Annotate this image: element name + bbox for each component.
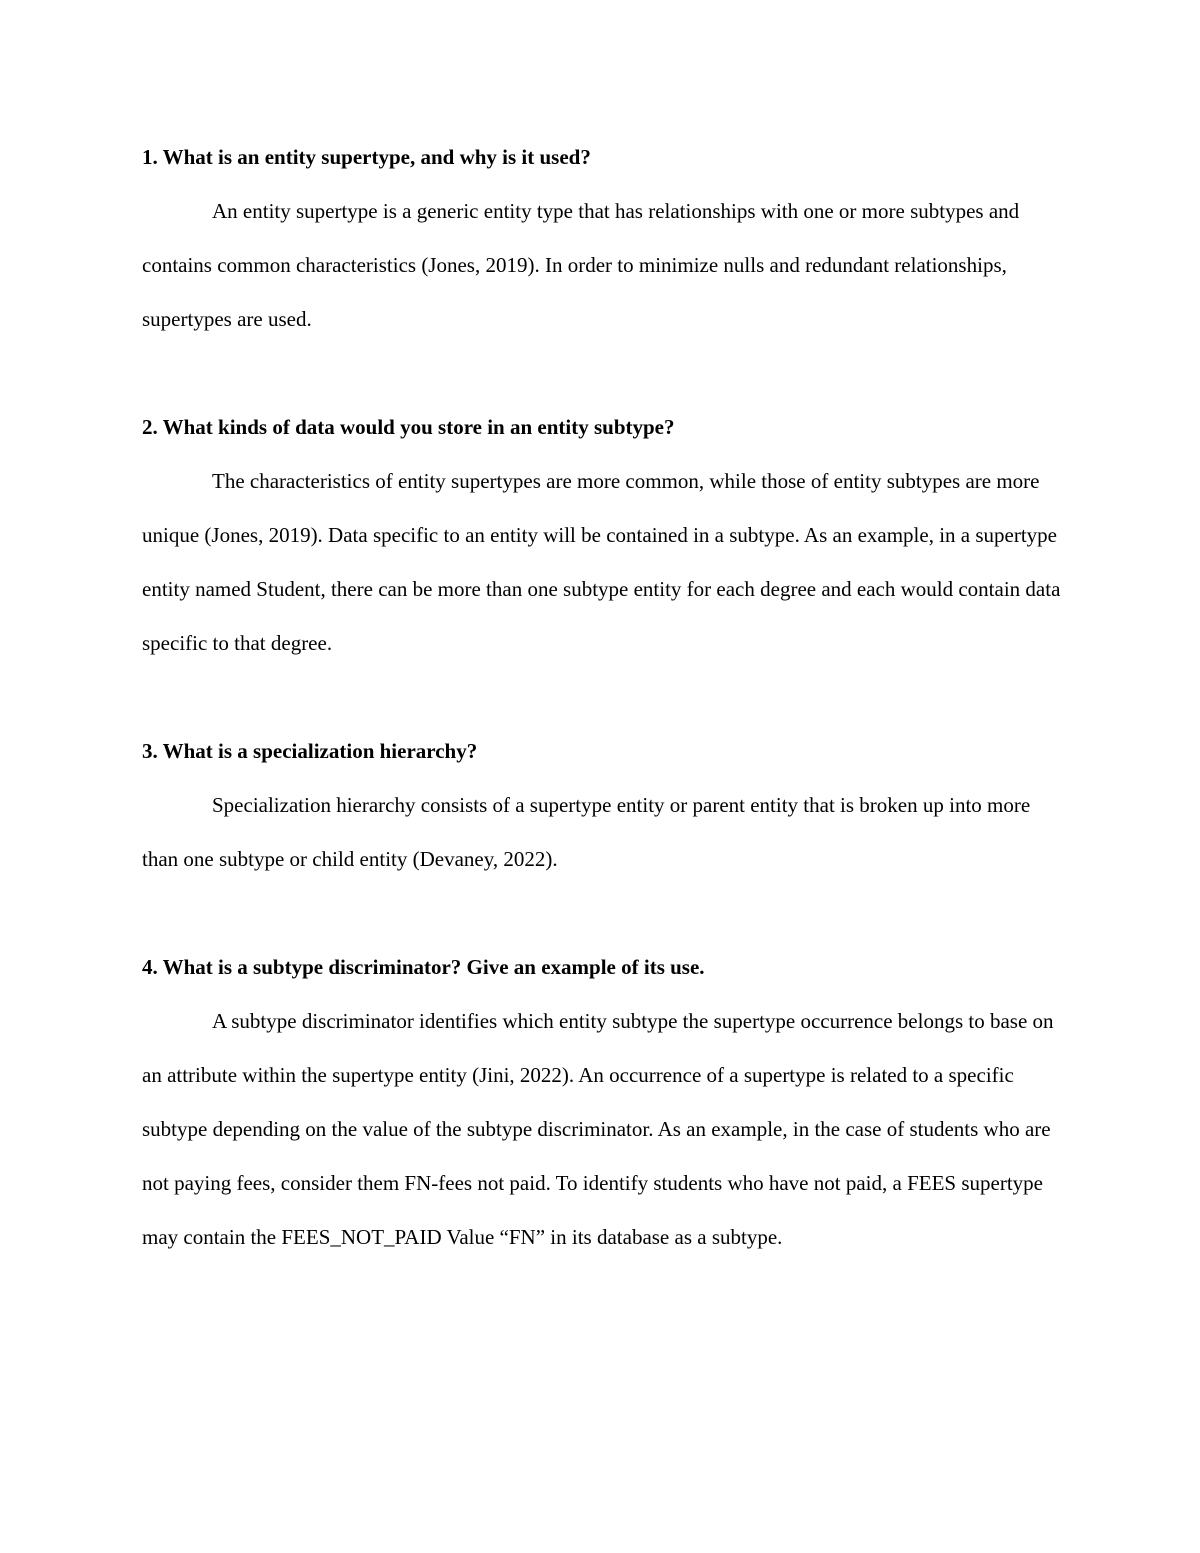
answer-paragraph: A subtype discriminator identifies which entity subtype the supertype occurrence belongs to base on an attribute within the supertype entity (Jini, 2022). An occurrence of a supertype is related to a specific subtype depending on the value of the subtype discriminator. As an example, in the case of students who are not paying fees, consider them FN-fees not paid. To identify students who have not paid, a FEES supertype may contain the FEES_NOT_PAID Value “FN” in its database as a subtype.: [142, 1009, 1054, 1249]
qa-section-2: [142, 410, 1062, 670]
question-heading: 3. What is a specialization hierarchy?: [142, 739, 478, 763]
answer-paragraph: The characteristics of entity supertypes are more common, while those of entity subtypes are more unique (Jones, 2019). Data specific to an entity will be contained in a subtype. As an example, in a supertype entity named Student, there can be more than one subtype entity for each degree and each would contain data specific to that degree.: [142, 469, 1061, 655]
answer-paragraph: Specialization hierarchy consists of a supertype entity or parent entity that is broken up into more than one subtype or child entity (Devaney, 2022).: [142, 793, 1031, 871]
qa-section-4: [142, 950, 1062, 1264]
qa-section-3: [142, 734, 1062, 886]
document-body: [142, 140, 1062, 1264]
question-heading: 4. What is a subtype discriminator? Give an example of its use.: [142, 955, 705, 979]
question-heading: 1. What is an entity supertype, and why is it used?: [142, 145, 591, 169]
answer-paragraph: An entity supertype is a generic entity type that has relationships with one or more subtypes and contains common characteristics (Jones, 2019). In order to minimize nulls and redundant relationships, supertypes are used.: [142, 199, 1020, 331]
question-heading: 2. What kinds of data would you store in an entity subtype?: [142, 415, 675, 439]
qa-section-1: [142, 140, 1062, 346]
